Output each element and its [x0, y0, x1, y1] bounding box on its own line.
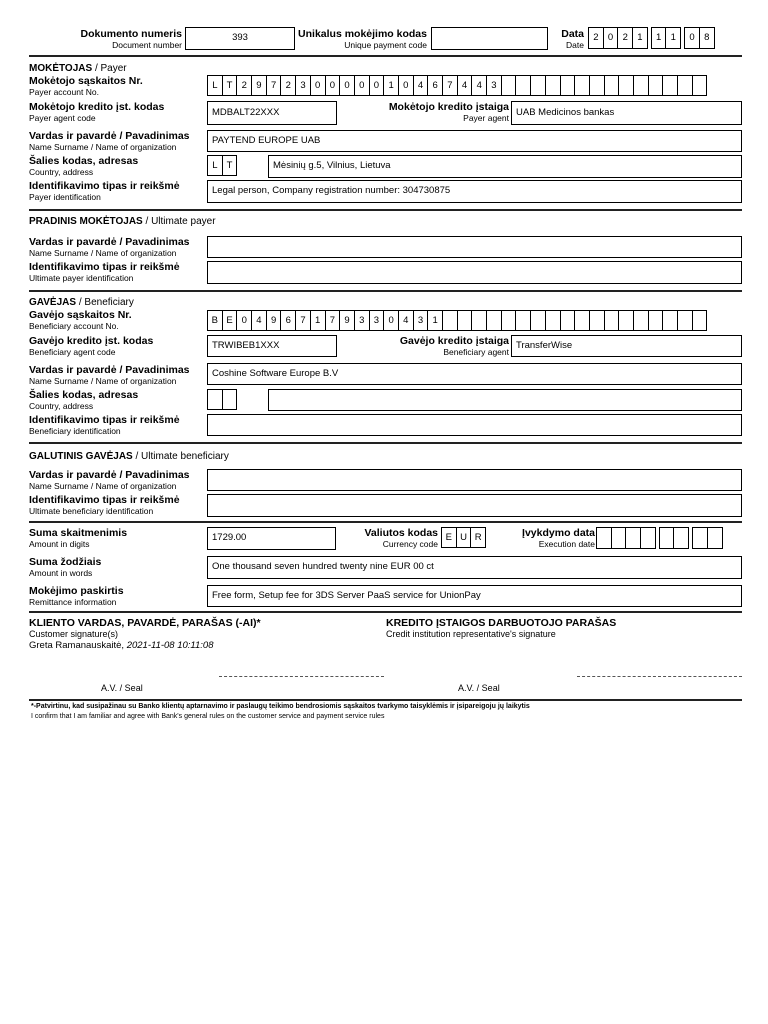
- client-name: Greta Ramanauskaitė,: [29, 640, 125, 651]
- cell: [457, 310, 473, 331]
- cell: 6: [280, 310, 296, 331]
- date-group: [596, 527, 655, 549]
- cell: [545, 310, 561, 331]
- cell: 3: [354, 310, 370, 331]
- cell: 2: [280, 75, 296, 96]
- ultimate-beneficiary-section-title: [29, 451, 229, 463]
- payer-name-label: Vardas ir pavardė / Pavadinimas: [29, 130, 190, 142]
- cell: [692, 527, 708, 549]
- bank-signature-title: KREDITO ĮSTAIGOS DARBUOTOJO PARAŠAS: [386, 617, 617, 629]
- payer-agent-code-label: Mokėtojo kredito įst. kodas: [29, 101, 165, 113]
- cell: T: [222, 75, 238, 96]
- cell: 4: [471, 75, 487, 96]
- cell: 0: [354, 75, 370, 96]
- exec-date-sub: Execution date: [538, 539, 595, 549]
- cell: 1: [665, 27, 681, 49]
- cell: 0: [369, 75, 385, 96]
- cell: [560, 310, 576, 331]
- cell: 2: [588, 27, 604, 49]
- cell: 7: [266, 75, 282, 96]
- cell: 3: [295, 75, 311, 96]
- cell: [207, 389, 223, 410]
- cell: [515, 75, 531, 96]
- payer-agent-field[interactable]: UAB Medicinos bankas: [511, 101, 742, 125]
- remittance-sub: Remittance information: [29, 597, 117, 607]
- cell: [648, 75, 664, 96]
- payer-id-label: Identifikavimo tipas ir reikšmė: [29, 180, 180, 192]
- payer-agent-code-sub: Payer agent code: [29, 113, 96, 123]
- date-group: [659, 527, 688, 549]
- beneficiary-section-title: [29, 297, 134, 309]
- divider: [29, 442, 742, 444]
- cell: [596, 527, 612, 549]
- ultimate-payer-title: PRADINIS MOKĖTOJAS: [29, 216, 143, 227]
- cell: [501, 310, 517, 331]
- cell: 2: [617, 27, 633, 49]
- beneficiary-id-field[interactable]: [207, 414, 742, 436]
- remittance-label: Mokėjimo paskirtis: [29, 585, 124, 597]
- seal-label: A.V. / Seal: [101, 683, 143, 693]
- cell: [515, 310, 531, 331]
- payer-country-field[interactable]: [207, 155, 236, 176]
- cell: 4: [251, 310, 267, 331]
- cell: 4: [398, 310, 414, 331]
- cell: [662, 75, 678, 96]
- payer-id-sub: Payer identification: [29, 192, 101, 202]
- divider: [29, 699, 742, 701]
- signature-line: [219, 676, 384, 677]
- amount-words-field[interactable]: One thousand seven hundred twenty nine EUR 00 ct: [207, 556, 742, 579]
- beneficiary-agent-field[interactable]: TransferWise: [511, 335, 742, 357]
- ultimate-payer-id-sub: Ultimate payer identification: [29, 273, 134, 283]
- cell: 7: [442, 75, 458, 96]
- divider: [29, 611, 742, 613]
- divider: [29, 290, 742, 292]
- cell: E: [441, 527, 457, 548]
- cell: [692, 75, 708, 96]
- ultimate-payer-id-label: Identifikavimo tipas ir reikšmė: [29, 261, 180, 273]
- beneficiary-name-sub: Name Surname / Name of organization: [29, 376, 177, 386]
- ultimate-payer-name-label: Vardas ir pavardė / Pavadinimas: [29, 236, 190, 248]
- divider: [29, 209, 742, 211]
- cell: [677, 310, 693, 331]
- cell: [677, 75, 693, 96]
- cell: [618, 75, 634, 96]
- cell: 2: [236, 75, 252, 96]
- ultimate-payer-section-title: [29, 216, 216, 228]
- divider: [29, 55, 742, 57]
- payer-id-field[interactable]: Legal person, Company registration number: 304730875: [207, 180, 742, 203]
- cell: [625, 527, 641, 549]
- upc-label: Unikalus mokėjimo kodas: [298, 28, 427, 40]
- cell: 1: [310, 310, 326, 331]
- beneficiary-country-sub: Country, address: [29, 401, 94, 411]
- beneficiary-agent-code-sub: Beneficiary agent code: [29, 347, 116, 357]
- date-group: [692, 527, 721, 549]
- footnote-lt: *-Patvirtinu, kad susipažinau su Banko klientų aptarnavimo ir paslaugų teikimo bendrosiomis sąskaitos tvarkymo taisyklėmis ir įsipareigoju jų laikytis: [31, 703, 530, 710]
- upc-sub: Unique payment code: [344, 40, 427, 50]
- beneficiary-country-label: Šalies kodas, adresas: [29, 389, 139, 401]
- cell: 0: [325, 75, 341, 96]
- cell: 0: [339, 75, 355, 96]
- divider: [29, 521, 742, 523]
- cell: 6: [427, 75, 443, 96]
- cell: [530, 310, 546, 331]
- cell: [471, 310, 487, 331]
- ultimate-beneficiary-id-label: Identifikavimo tipas ir reikšmė: [29, 494, 180, 506]
- cell: 9: [339, 310, 355, 331]
- client-sign-time: 2021-11-08 10:11:08: [126, 640, 214, 651]
- amount-field[interactable]: 1729.00: [207, 527, 336, 550]
- cell: [604, 75, 620, 96]
- ultimate-beneficiary-id-field[interactable]: [207, 494, 742, 517]
- upc-field[interactable]: [431, 27, 548, 50]
- beneficiary-agent-label: Gavėjo kredito įstaiga: [399, 335, 509, 347]
- cell: [589, 75, 605, 96]
- beneficiary-name-label: Vardas ir pavardė / Pavadinimas: [29, 364, 190, 376]
- cell: [692, 310, 708, 331]
- ultimate-beneficiary-name-label: Vardas ir pavardė / Pavadinimas: [29, 469, 190, 481]
- beneficiary-id-sub: Beneficiary identification: [29, 426, 121, 436]
- cell: R: [470, 527, 486, 548]
- beneficiary-title: GAVĖJAS: [29, 297, 77, 308]
- beneficiary-account-label: Gavėjo sąskaitos Nr.: [29, 309, 132, 321]
- amount-label: Suma skaitmenimis: [29, 527, 128, 539]
- cell: 8: [699, 27, 715, 49]
- payer-name-field[interactable]: PAYTEND EUROPE UAB: [207, 130, 742, 152]
- payer-section-title: [29, 63, 127, 75]
- cell: [648, 310, 664, 331]
- cell: 0: [398, 75, 414, 96]
- cell: 0: [383, 310, 399, 331]
- payer-agent-label: Mokėtojo kredito įstaiga: [388, 101, 509, 113]
- cell: 9: [266, 310, 282, 331]
- cell: 0: [236, 310, 252, 331]
- cell: U: [456, 527, 472, 548]
- payer-country-sub: Country, address: [29, 167, 94, 177]
- payer-agent-code-field[interactable]: MDBALT22XXX: [207, 101, 337, 125]
- cell: E: [222, 310, 238, 331]
- words-sub: Amount in words: [29, 568, 93, 578]
- doc-number-sub: Document number: [112, 40, 182, 50]
- cell: 0: [684, 27, 700, 49]
- date-group: [588, 27, 647, 49]
- ultimate-beneficiary-id-sub: Ultimate beneficiary identification: [29, 506, 154, 516]
- date-sub: Date: [566, 40, 584, 50]
- payer-address-field[interactable]: Mėsinių g.5, Vilnius, Lietuva: [268, 155, 742, 178]
- currency-sub: Currency code: [382, 539, 438, 549]
- payer-account-sub: Payer account No.: [29, 87, 99, 97]
- cell: 3: [486, 75, 502, 96]
- beneficiary-title-en: / Beneficiary: [78, 297, 134, 308]
- cell: [486, 310, 502, 331]
- cell: B: [207, 310, 223, 331]
- cell: 1: [427, 310, 443, 331]
- cell: [633, 310, 649, 331]
- cell: 4: [457, 75, 473, 96]
- bank-signature-sub: Credit institution representative's signature: [386, 629, 556, 639]
- cell: 3: [369, 310, 385, 331]
- cell: 1: [651, 27, 667, 49]
- client-signature-title: KLIENTO VARDAS, PAVARDĖ, PARAŠAS (-AI)*: [29, 617, 261, 629]
- beneficiary-account-sub: Beneficiary account No.: [29, 321, 119, 331]
- cell: 7: [295, 310, 311, 331]
- beneficiary-id-label: Identifikavimo tipas ir reikšmė: [29, 414, 180, 426]
- cell: 0: [603, 27, 619, 49]
- beneficiary-address-field[interactable]: [268, 389, 742, 411]
- cell: [633, 75, 649, 96]
- cell: 9: [251, 75, 267, 96]
- payer-agent-sub: Payer agent: [463, 113, 509, 123]
- date-label: Data: [561, 28, 584, 40]
- ultimate-beneficiary-title-en: / Ultimate beneficiary: [135, 451, 229, 462]
- words-label: Suma žodžiais: [29, 556, 102, 568]
- currency-label: Valiutos kodas: [364, 527, 438, 539]
- cell: 3: [413, 310, 429, 331]
- beneficiary-name-field[interactable]: Coshine Software Europe B.V: [207, 363, 742, 385]
- cell: [574, 310, 590, 331]
- cell: [707, 527, 723, 549]
- cell: [530, 75, 546, 96]
- cell: L: [207, 155, 223, 176]
- cell: [560, 75, 576, 96]
- payer-name-sub: Name Surname / Name of organization: [29, 142, 177, 152]
- ultimate-payer-title-en: / Ultimate payer: [145, 216, 216, 227]
- cell: [640, 527, 656, 549]
- date-group: [651, 27, 680, 49]
- ultimate-beneficiary-name-field[interactable]: [207, 469, 742, 491]
- date-group: [684, 27, 713, 49]
- client-signature: [29, 640, 214, 651]
- seal-label: A.V. / Seal: [458, 683, 500, 693]
- cell: 0: [310, 75, 326, 96]
- cell: [604, 310, 620, 331]
- signature-line: [577, 676, 742, 677]
- cell: 4: [413, 75, 429, 96]
- cell: [501, 75, 517, 96]
- beneficiary-agent-code-label: Gavėjo kredito įst. kodas: [29, 335, 154, 347]
- cell: [662, 310, 678, 331]
- cell: 1: [632, 27, 648, 49]
- payer-country-label: Šalies kodas, adresas: [29, 155, 139, 167]
- cell: 1: [383, 75, 399, 96]
- cell: [442, 310, 458, 331]
- ultimate-payer-name-sub: Name Surname / Name of organization: [29, 248, 177, 258]
- exec-date-label: Įvykdymo data: [522, 527, 595, 539]
- beneficiary-country-field[interactable]: [207, 389, 236, 410]
- cell: [574, 75, 590, 96]
- currency-field[interactable]: [441, 527, 485, 548]
- cell: [545, 75, 561, 96]
- ultimate-payer-name-field[interactable]: [207, 236, 742, 258]
- cell: 7: [325, 310, 341, 331]
- client-signature-sub: Customer signature(s): [29, 629, 119, 639]
- cell: T: [222, 155, 238, 176]
- cell: L: [207, 75, 223, 96]
- payer-account-field[interactable]: [207, 75, 706, 96]
- doc-number-field[interactable]: 393: [185, 27, 295, 50]
- payer-title: MOKĖTOJAS: [29, 63, 93, 74]
- cell: [618, 310, 634, 331]
- remittance-field[interactable]: Free form, Setup fee for 3DS Server PaaS service for UnionPay: [207, 585, 742, 607]
- footnote-en: I confirm that I am familiar and agree with Bank's general rules on the customer service and payment service rules: [31, 713, 385, 720]
- cell: [222, 389, 238, 410]
- ultimate-beneficiary-title: GALUTINIS GAVĖJAS: [29, 451, 133, 462]
- beneficiary-agent-code-field[interactable]: TRWIBEB1XXX: [207, 335, 337, 357]
- cell: [589, 310, 605, 331]
- ultimate-payer-id-field[interactable]: [207, 261, 742, 284]
- beneficiary-account-field[interactable]: [207, 310, 706, 331]
- payer-title-en: / Payer: [94, 63, 127, 74]
- beneficiary-agent-sub: Beneficiary agent: [443, 347, 509, 357]
- cell: [611, 527, 627, 549]
- ultimate-beneficiary-name-sub: Name Surname / Name of organization: [29, 481, 177, 491]
- cell: [659, 527, 675, 549]
- amount-sub: Amount in digits: [29, 539, 90, 549]
- payer-account-label: Mokėtojo sąskaitos Nr.: [29, 75, 143, 87]
- cell: [673, 527, 689, 549]
- doc-number-label: Dokumento numeris: [80, 28, 182, 40]
